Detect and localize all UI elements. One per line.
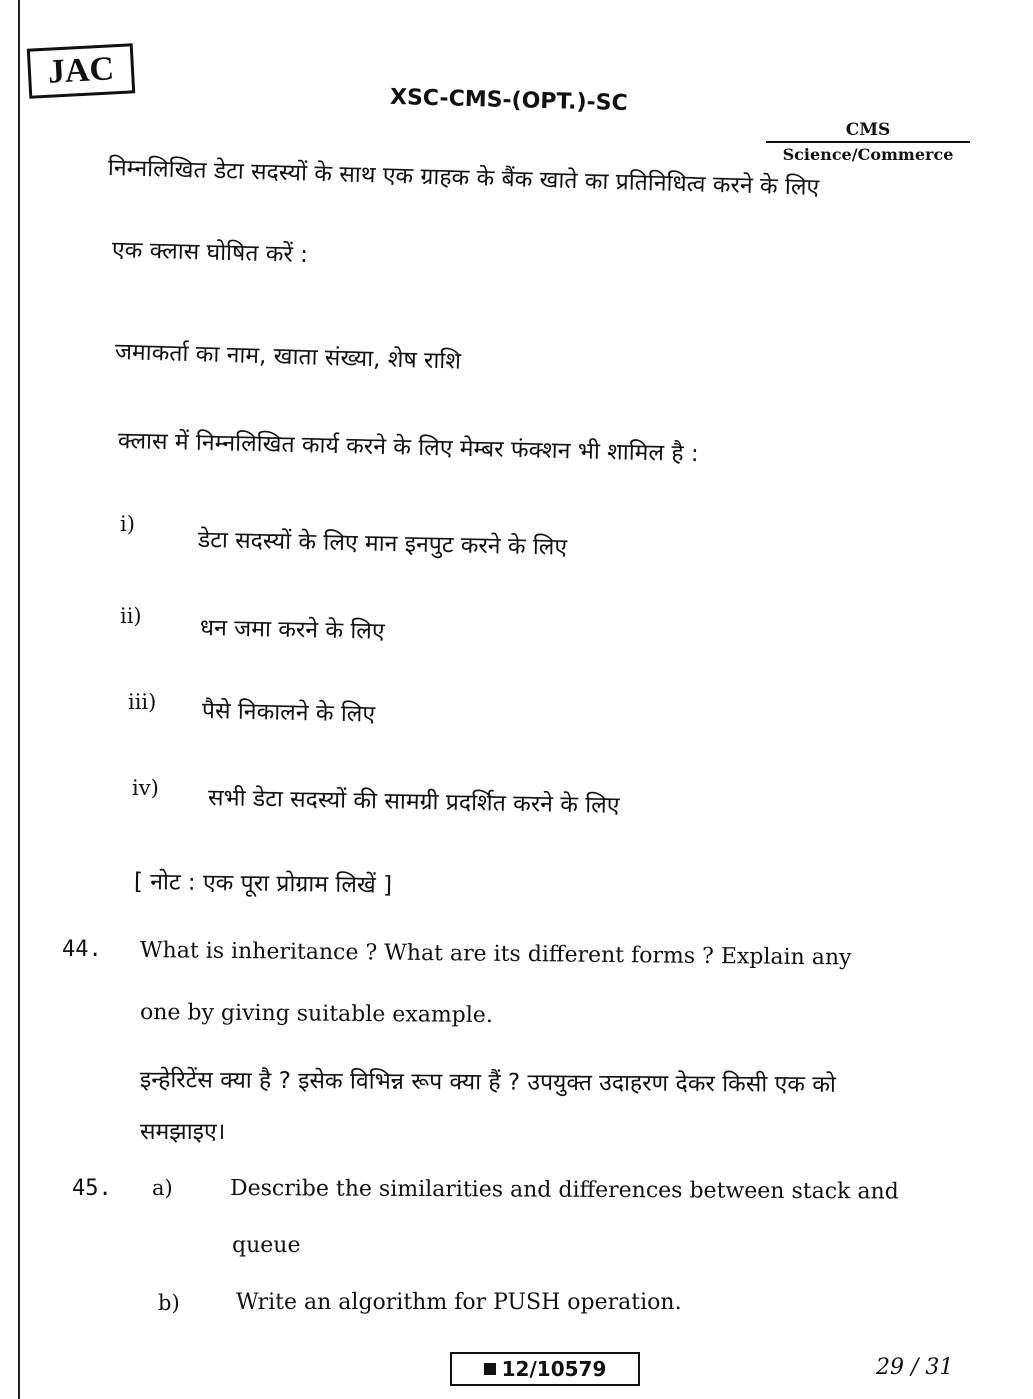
subject-block (766, 120, 970, 164)
q43-item-label: iii) (128, 690, 157, 714)
q45-a-line1: Describe the similarities and differences between stack and (229, 1176, 899, 1205)
q43-intro-line2: एक क्लास घोषित करें : (111, 237, 309, 269)
square-icon (484, 1363, 496, 1375)
booklet-code-box (450, 1352, 640, 1386)
q45-a-label: a) (152, 1176, 173, 1200)
q43-item-text: पैसे निकालने के लिए (201, 698, 376, 728)
q44-en-line2: one by giving suitable example. (139, 1000, 493, 1029)
q45-b-text: Write an algorithm for PUSH operation. (236, 1290, 682, 1315)
paper-code: XSC-CMS-(OPT.)-SC (389, 84, 628, 117)
q45-b-label: b) (158, 1291, 180, 1315)
page-margin-line (18, 0, 20, 1399)
q43-intro-line1: निम्नलिखित डेटा सदस्यों के साथ एक ग्राहक के बैंक खाते का प्रतिनिधित्व करने के लिए (107, 155, 820, 201)
subject-stream: Science/Commerce (782, 145, 954, 164)
q43-note: [ नोट : एक पूरा प्रोग्राम लिखें ] (133, 869, 393, 899)
q44-number: 44. (62, 937, 102, 962)
q43-item-label: i) (120, 512, 135, 536)
q45-a-line2: queue (232, 1233, 301, 1258)
q43-item-label: ii) (120, 604, 142, 628)
q45-number: 45. (72, 1176, 112, 1201)
page-number: 29 / 31 (876, 1355, 954, 1380)
subject-abbr: CMS (766, 120, 970, 143)
booklet-code: 12/10579 (501, 1357, 607, 1381)
q43-functions-intro: क्लास में निम्नलिखित कार्य करने के लिए मेम्बर फंक्शन भी शामिल है : (117, 428, 699, 468)
q43-members: जमाकर्ता का नाम, खाता संख्या, शेष राशि (114, 339, 462, 375)
q44-hi-line1: इन्हेरिटेंस क्या है ? इसेक विभिन्न रूप क्या हैं ? उपयुक्त उदाहरण देकर किसी एक को (139, 1067, 836, 1098)
q44-en-line1: What is inheritance ? What are its different forms ? Explain any (139, 938, 852, 971)
q44-hi-line2: समझाइए। (140, 1119, 226, 1145)
q43-item-text: सभी डेटा सदस्यों की सामग्री प्रदर्शित करने के लिए (207, 785, 620, 819)
jac-badge: JAC (27, 43, 135, 98)
q43-item-text: डेटा सदस्यों के लिए मान इनपुट करने के लिए (197, 527, 568, 561)
q43-item-label: iv) (132, 776, 159, 800)
q43-item-text: धन जमा करने के लिए (199, 615, 385, 645)
